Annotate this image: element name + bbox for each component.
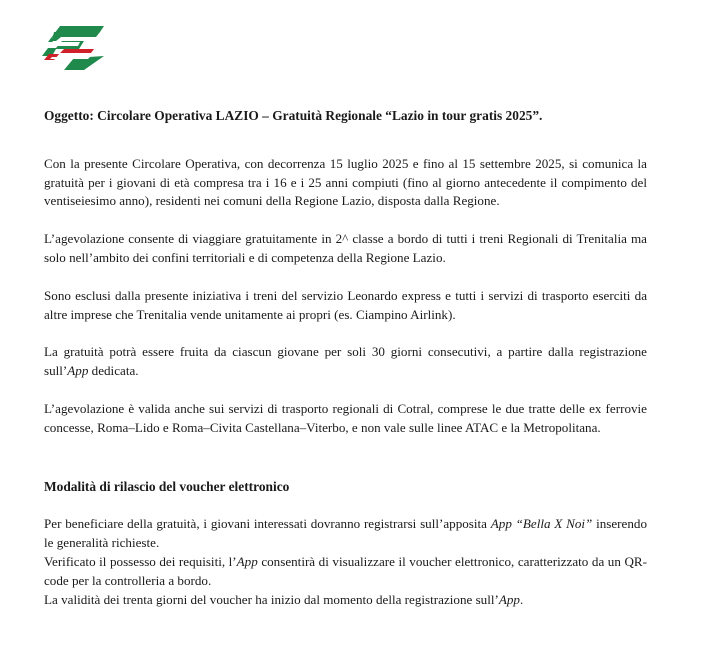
app-name: App — [498, 591, 520, 607]
register-text-before: Per beneficiare della gratuità, i giovani interessati dovranno registrarsi sull’apposita — [44, 516, 491, 532]
paragraph-scope: L’agevolazione consente di viaggiare gratuitamente in 2^ classe a bordo di tutti i treni Regionali di Trenitalia ma solo nell’ambito dei confini territoriali e di competenza della Regione Lazio. — [44, 231, 647, 265]
fs-logo-icon — [42, 26, 104, 70]
paragraph-duration — [44, 343, 647, 381]
validity-text-after: . — [519, 591, 524, 607]
app-name: App — [236, 553, 258, 569]
validity-text-before: La validità dei trenta giorni del voucher ha inizio dal momento della registrazione sull’ — [44, 591, 499, 607]
voucher-text-before: Verificato il possesso dei requisiti, l’ — [44, 553, 237, 569]
circular-document — [44, 107, 647, 609]
document-subject: Oggetto: Circolare Operativa LAZIO – Gratuità Regionale “Lazio in tour gratis 2025”. — [44, 108, 543, 123]
app-name-bella-x-noi: App “Bella X Noi” — [490, 516, 593, 532]
section-line-voucher — [44, 553, 647, 591]
duration-text-before: La gratuità potrà essere fruita da ciascun giovane per soli 30 giorni consecutivi, a partire dalla registrazione sull’ — [44, 344, 647, 379]
paragraph-exclusions: Sono esclusi dalla presente iniziativa i treni del servizio Leonardo express e tutti i servizi di trasporto eserciti da altre imprese che Trenitalia vende unitamente ai propri (es. Ciampino Airlink). — [44, 287, 647, 322]
trenitalia-logo — [42, 26, 104, 70]
duration-text-after: dedicata. — [88, 363, 139, 379]
register-text-after: inserendo le generalità richieste. — [44, 516, 647, 551]
section-line-register — [44, 515, 647, 553]
logo-green-band-mid — [52, 32, 100, 41]
section-title: Modalità di rilascio del voucher elettronico — [44, 478, 290, 494]
paragraph-validity: Con la presente Circolare Operativa, con decorrenza 15 luglio 2025 e fino al 15 settembre 2025, si comunica la gratuità per i giovani di età compresa tra i 16 e i 25 anni compiuti (fino al giorno antecedente il compimento del ventiseiesimo anno), residenti nei comuni della Regione Lazio, disposta dalla Regione. — [44, 155, 647, 209]
app-name: App — [67, 363, 89, 379]
voucher-text-after: consentirà di visualizzare il voucher elettronico, caratterizzato da un QR-code per la controlleria a bordo. — [44, 553, 647, 588]
section-line-validity — [44, 591, 647, 610]
paragraph-cotral: L’agevolazione è valida anche sui servizi di trasporto regionali di Cotral, comprese le due tratte delle ex ferrovie concesse, Roma–Lido e Roma–Civita Castellana–Viterbo, e non vale sulle linee ATAC e la Metropolitana. — [44, 400, 647, 435]
